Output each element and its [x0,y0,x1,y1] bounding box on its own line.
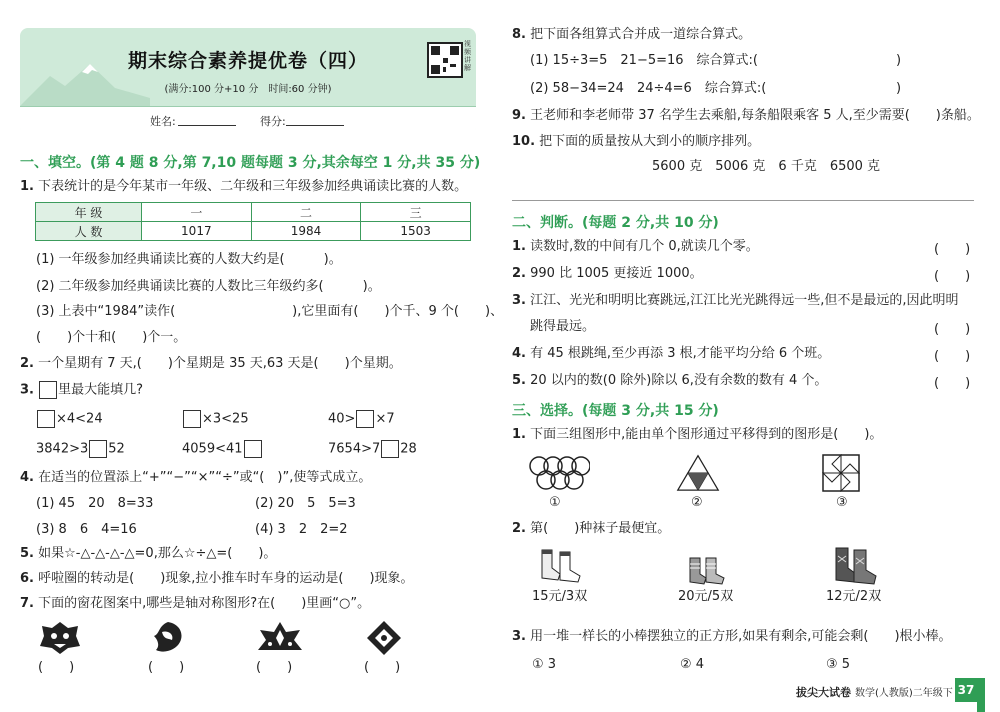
q3-expr: 28 [400,441,417,457]
choice-number: 1. [512,427,526,442]
q1-text: 下表统计的是今年某市一年级、二年级和三年级参加经典诵读比赛的人数。 [38,179,468,194]
triangle-figure [676,454,720,492]
papercut-pattern-1 [38,620,82,656]
exam-title: 期末综合素养提优卷（四） [127,50,368,72]
q3-row1-c [328,410,395,429]
q9-line [512,107,980,125]
sock-price: 20元/5双 [678,589,734,604]
papercut-pattern-4 [366,620,402,656]
choice-text: 第( )种袜子最便宜。 [530,521,671,536]
answer-box[interactable] [89,440,107,458]
q8-number: 8. [512,27,526,42]
q8-l1: (1) 15÷3=5 21−5=16 综合算式:( [530,53,759,68]
q8-close: ) [896,53,902,68]
score-label: 得分: [260,115,286,128]
choice-q2-line [512,520,670,538]
judge-number: 2. [512,266,526,281]
name-label: 姓名: [150,115,176,128]
q4-number: 4. [20,470,34,485]
q7-number: 7. [20,596,34,611]
choice-number: 3. [512,629,526,644]
page-tab [977,678,985,712]
divider [512,200,974,201]
table-row [36,203,471,222]
section-judge-title: 二、判断。(每题 2 分,共 10 分) [512,215,719,231]
judge-answer[interactable]: ( ) [934,349,971,364]
choice-opt[interactable]: ② [691,495,703,510]
answer-box[interactable] [244,440,262,458]
q7-answer[interactable]: ( ) [38,660,75,675]
q3-row2-a [36,440,125,459]
q8-text: 把下面各组算式合并成一道综合算式。 [530,27,752,42]
judge-number: 4. [512,346,526,361]
judge-item-4 [512,345,830,363]
q3-expr: 40> [328,411,356,427]
q3-expr: 7654>7 [328,441,381,457]
q9-number: 9. [512,108,526,123]
q2-text: 一个星期有 7 天,( )个星期是 35 天,63 天是( )个星期。 [38,356,402,371]
q9-text: 王老师和李老师带 37 名学生去乘船,每条船限乘客 5 人,至少需要( )条船。 [530,108,980,123]
sock-icon [686,556,726,586]
table-cell: 1984 [251,222,361,241]
footer-subtitle: 数学(人教版)二年级下 [855,688,953,699]
judge-text: 江江、光光和明明比赛跳远,江江比光光跳得远一些,但不是最远的,因此明明 [530,293,959,308]
choice-q1-line [512,426,882,444]
choice-opt[interactable]: ③ [836,495,848,510]
q7-answer[interactable]: ( ) [148,660,185,675]
q1-number: 1. [20,179,34,194]
q10-text: 把下面的质量按从大到小的顺序排列。 [539,134,761,149]
choice-opt[interactable]: ① [549,495,561,510]
judge-number: 3. [512,293,526,308]
answer-box[interactable] [37,410,55,428]
answer-box[interactable] [39,381,57,399]
q3-row1-b [182,410,249,429]
q1-sub1: (1) 一年级参加经典诵读比赛的人数大约是( )。 [36,252,342,267]
judge-answer[interactable]: ( ) [934,269,971,284]
table-row [36,222,471,241]
q8-close: ) [896,81,902,96]
q3-row1-a [36,410,103,429]
judge-item-1 [512,238,759,256]
table-cell: 1503 [361,222,471,241]
q5-number: 5. [20,546,34,561]
q6-line [20,570,414,588]
judge-item-5 [512,372,827,390]
table-cell: 人 数 [36,222,142,241]
q2-line [20,355,402,373]
q7-answer[interactable]: ( ) [256,660,293,675]
q6-number: 6. [20,571,34,586]
sock-price: 12元/2双 [826,589,882,604]
q7-text: 下面的窗花图案中,哪些是轴对称图形?在( )里画“○”。 [38,596,371,611]
judge-answer[interactable]: ( ) [934,322,971,337]
q3-expr: ×3<25 [202,411,249,427]
exam-header [20,28,476,135]
judge-text: 读数时,数的中间有几个 0,就读几个零。 [530,239,759,254]
papercut-pattern-2 [150,620,186,656]
q3-line [20,381,143,400]
sock-icon [832,546,878,586]
choice-opt[interactable]: ① 3 [532,657,557,672]
judge-number: 1. [512,239,526,254]
table-cell: 1017 [142,222,252,241]
q3-expr: ×4<24 [56,411,103,427]
judge-item-3-cont: 跳得最远。 [530,319,596,334]
answer-box[interactable] [381,440,399,458]
q3-expr: 4059<41 [182,441,243,457]
page-number: 37 [955,678,977,702]
q4-item: (3) 8 6 4=16 [36,522,137,537]
q1-sub3a: (3) 上表中“1984”读作( ),它里面有( )个千、9 个( )、 [36,304,504,319]
q3-number: 3. [20,382,34,398]
section-choice-title: 三、选择。(每题 3 分,共 15 分) [512,403,719,419]
choice-opt[interactable]: ② 4 [680,657,705,672]
judge-item-3 [512,292,959,310]
choice-q3-line [512,628,952,646]
table-cell: 三 [361,203,471,222]
q2-number: 2. [20,356,34,371]
q3-text: 里最大能填几? [58,382,144,398]
sock-price: 15元/3双 [532,589,588,604]
qr-label: 视频讲解 [464,40,471,72]
choice-text: 用一堆一样长的小棒摆独立的正方形,如果有剩余,可能会剩( )根小棒。 [530,629,952,644]
judge-text: 20 以内的数(0 除外)除以 6,没有余数的数有 4 个。 [530,373,828,388]
q4-item: (1) 45 20 8=33 [36,496,154,511]
answer-box[interactable] [356,410,374,428]
q10-values: 5600 克 5006 克 6 千克 6500 克 [652,159,881,174]
papercut-pattern-3 [256,620,304,656]
q7-answer[interactable]: ( ) [364,660,401,675]
q3-expr: ×7 [375,411,395,427]
q4-item: (4) 3 2 2=2 [255,522,348,537]
stat-table [35,202,471,241]
q5-line [20,545,276,563]
q8-l2: (2) 58−34=24 24÷4=6 综合算式:( [530,81,767,96]
q3-expr: 3842>3 [36,441,89,457]
q1-line [20,178,467,196]
score-field[interactable] [286,113,344,126]
table-cell: 一 [142,203,252,222]
judge-answer[interactable]: ( ) [934,242,971,257]
footer-brand: 拔尖大试卷 [796,686,851,699]
q10-line [512,133,760,151]
q8-line [512,26,751,44]
q1-sub2: (2) 二年级参加经典诵读比赛的人数比三年级约多( )。 [36,279,381,294]
q5-text: 如果☆-△-△-△-△=0,那么☆÷△=( )。 [38,546,277,561]
choice-number: 2. [512,521,526,536]
choice-opt[interactable]: ③ 5 [826,657,851,672]
q4-text: 在适当的位置添上“+”“−”“×”“÷”或“( )”,使等式成立。 [38,470,372,485]
judge-number: 5. [512,373,526,388]
sock-icon [536,548,582,584]
q1-sub3b: ( )个十和( )个一。 [36,330,187,345]
table-cell: 年 级 [36,203,142,222]
q3-row2-c [328,440,417,459]
table-cell: 二 [251,203,361,222]
name-score-band [20,106,476,136]
q4-line [20,469,371,487]
q3-row2-b [182,440,263,459]
q6-text: 呼啦圈的转动是( )现象,拉小推车时车身的运动是( )现象。 [38,571,414,586]
exam-subtitle: (满分:100 分+10 分 时间:60 分钟) [164,84,332,95]
q3-expr: 52 [108,441,125,457]
qr-code-icon[interactable] [427,42,463,78]
judge-text: 990 比 1005 更接近 1000。 [530,266,703,281]
answer-box[interactable] [183,410,201,428]
choice-text: 下面三组图形中,能由单个图形通过平移得到的图形是( )。 [530,427,883,442]
q7-line [20,595,370,613]
name-field[interactable] [178,113,236,126]
section-fill-title: 一、填空。(第 4 题 8 分,第 7,10 题每题 3 分,其余每空 1 分,共 35 分) [20,155,481,171]
q10-number: 10. [512,134,536,149]
pinwheel-figure [822,454,860,492]
judge-text: 有 45 根跳绳,至少再添 3 根,才能平均分给 6 个班。 [530,346,831,361]
rings-figure [528,454,590,492]
q4-item: (2) 20 5 5=3 [255,496,356,511]
judge-answer[interactable]: ( ) [934,376,971,391]
judge-item-2 [512,265,703,283]
